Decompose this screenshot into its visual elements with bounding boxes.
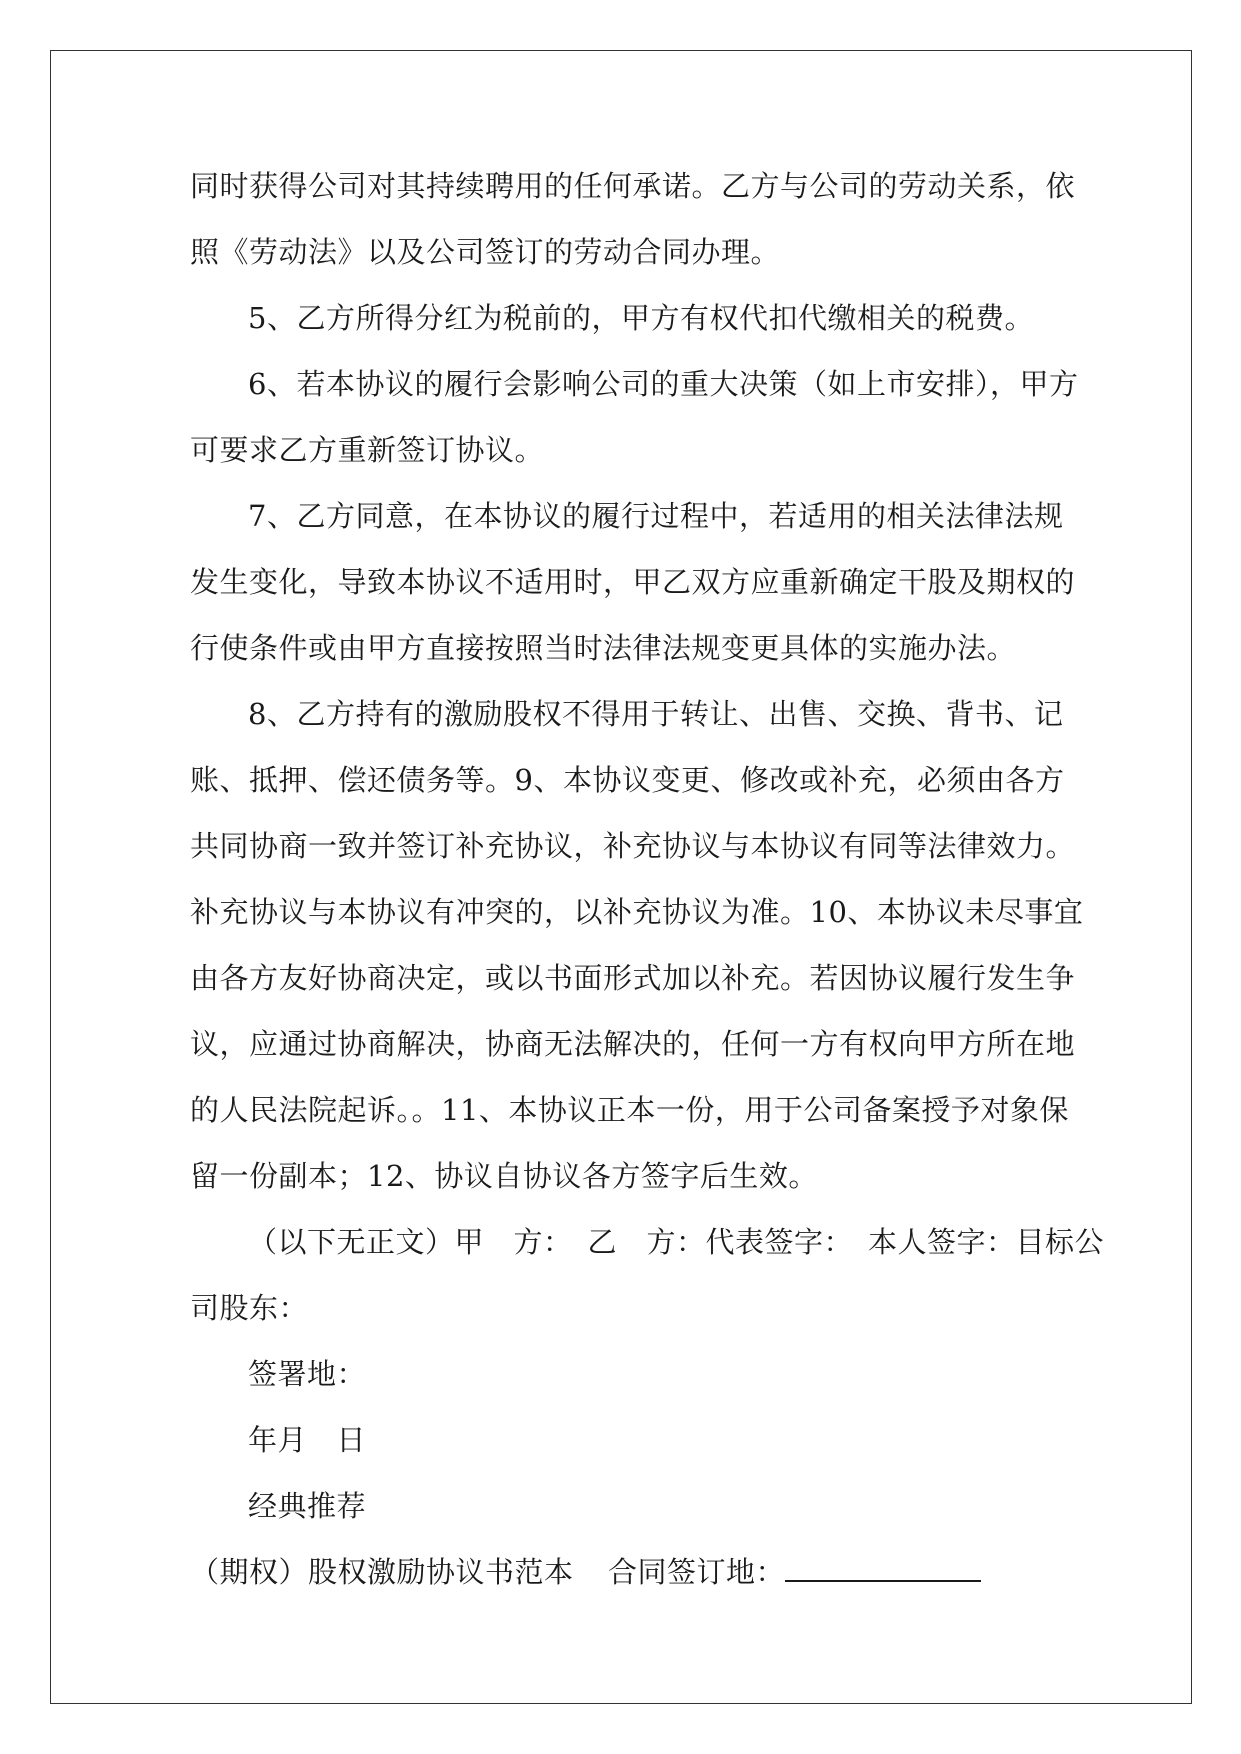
clause-8-to-12 — [190, 681, 1090, 1209]
text-line: 账、抵押、偿还债务等。9、本协议变更、修改或补充，必须由各方 — [190, 763, 1065, 797]
contract-place-blank — [785, 1560, 981, 1582]
text-line: 由各方友好协商决定，或以书面形式加以补充。若因协议履行发生争 — [190, 961, 1076, 995]
clause-6 — [190, 351, 1090, 483]
text-line: 签署地： — [248, 1357, 367, 1391]
text-line: 可要求乙方重新签订协议。 — [190, 433, 545, 467]
text-line: 7、乙方同意，在本协议的履行过程中，若适用的相关法律法规 — [248, 499, 1064, 533]
text-line: 照《劳动法》以及公司签订的劳动合同办理。 — [190, 235, 781, 269]
text-line: 年月 日 — [248, 1423, 367, 1457]
text-line: 5、乙方所得分红为税前的，甲方有权代扣代缴相关的税费。 — [248, 301, 1034, 335]
text-line: 补充协议与本协议有冲突的，以补充协议为准。10、本协议未尽事宜 — [190, 895, 1084, 929]
signature-block — [190, 1209, 1105, 1341]
text-line: 同时获得公司对其持续聘用的任何承诺。乙方与公司的劳动关系，依 — [190, 169, 1076, 203]
text-line: 6、若本协议的履行会影响公司的重大决策（如上市安排），甲方 — [248, 367, 1079, 401]
contract-place-label: 合同签订地： — [608, 1555, 786, 1589]
text-line: 发生变化，导致本协议不适用时，甲乙双方应重新确定干股及期权的 — [190, 565, 1076, 599]
text-line: （以下无正文）甲 方： 乙 方：代表签字： 本人签字：目标公 — [248, 1225, 1105, 1259]
recommended-heading — [190, 1473, 1090, 1539]
footer-line — [190, 1539, 1090, 1605]
text-line: 共同协商一致并签订补充协议，补充协议与本协议有同等法律效力。 — [190, 829, 1076, 863]
clause-5 — [190, 285, 1090, 351]
signing-date — [190, 1407, 1090, 1473]
text-line: 司股东： — [190, 1291, 309, 1325]
text-line: 议，应通过协商解决，协商无法解决的，任何一方有权向甲方所在地 — [190, 1027, 1076, 1061]
text-line: 行使条件或由甲方直接按照当时法律法规变更具体的实施办法。 — [190, 631, 1017, 665]
text-line: 的人民法院起诉。。11、本协议正本一份，用于公司备案授予对象保 — [190, 1093, 1069, 1127]
clause-7 — [190, 483, 1090, 681]
text-line: 8、乙方持有的激励股权不得用于转让、出售、交换、背书、记 — [248, 697, 1064, 731]
document-body — [190, 153, 1105, 1605]
text-line: 经典推荐 — [248, 1489, 367, 1523]
signing-place — [190, 1341, 1090, 1407]
text-line: 留一份副本；12、协议自协议各方签字后生效。 — [190, 1159, 818, 1193]
paragraph-employment-continuation — [190, 153, 1090, 285]
recommended-title: （期权）股权激励协议书范本 — [190, 1555, 574, 1589]
